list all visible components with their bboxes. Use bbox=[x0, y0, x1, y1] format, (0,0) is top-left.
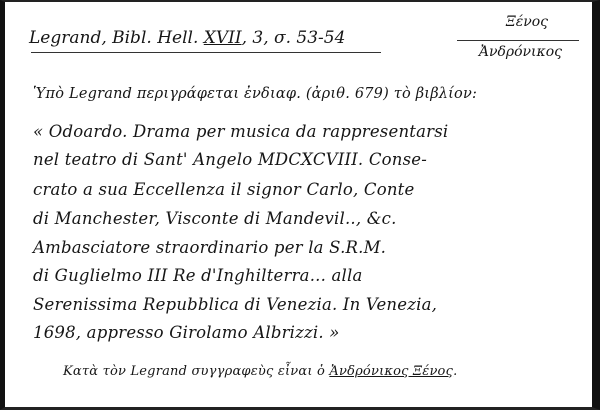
author-name: Ἀνδρόνικος bbox=[478, 44, 562, 60]
title-line-8: 1698, appresso Girolamo Albrizzi. » bbox=[33, 323, 340, 342]
title-line-6: di Guglielmo III Re d'Inghilterra... alla bbox=[33, 266, 363, 285]
title-line-5: Ambasciatore straordinario per la S.R.M. bbox=[33, 238, 387, 257]
attribution-note bbox=[63, 364, 457, 379]
attribution-prefix: Κατὰ τὸν Legrand συγγραφεὺς εἶναι ὁ bbox=[63, 364, 330, 379]
reference-prefix: Legrand, Bibl. Hell. bbox=[29, 28, 204, 48]
title-line-4: di Manchester, Visconte di Mandevil.., &c. bbox=[33, 209, 397, 228]
bibliographic-reference bbox=[29, 28, 345, 48]
attribution-author: Ἀνδρόνικος Ξένος bbox=[329, 364, 454, 379]
reference-volume: XVII bbox=[203, 28, 242, 48]
reference-underline bbox=[31, 52, 381, 53]
title-line-2: nel teatro di Sant' Angelo MDCXCVIII. Conse- bbox=[33, 150, 428, 169]
reference-suffix: , 3, σ. 53-54 bbox=[241, 28, 346, 48]
attribution-suffix: . bbox=[453, 364, 458, 379]
author-divider bbox=[457, 40, 579, 41]
title-line-7: Serenissima Repubblica di Venezia. In Venezia, bbox=[33, 295, 438, 314]
author-label: Ξένος bbox=[505, 14, 548, 30]
title-line-3: crato a sua Eccellenza il signor Carlo, Conte bbox=[33, 180, 415, 199]
title-line-1: « Odoardo. Drama per musica da rappresentarsi bbox=[33, 122, 449, 141]
description-line-intro: Ὑπὸ Legrand περιγράφεται ἐνδιαφ. (ἀριθ. 679) τὸ βιβλίον: bbox=[33, 86, 478, 102]
